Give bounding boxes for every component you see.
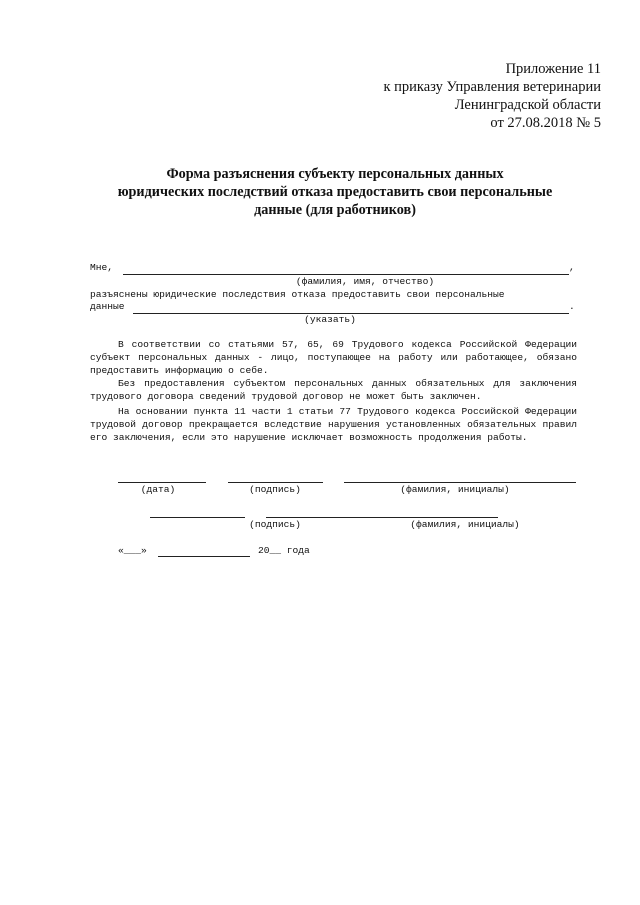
explained-text: разъяснены юридические последствия отказа предоставить свои персональные bbox=[90, 289, 505, 300]
name-hint-2: (фамилия, инициалы) bbox=[410, 519, 520, 530]
signature-hint: (подпись) bbox=[249, 484, 301, 495]
period: . bbox=[569, 301, 575, 312]
comma: , bbox=[569, 262, 575, 273]
data-label: данные bbox=[90, 301, 125, 312]
signature-hint-2: (подпись) bbox=[249, 519, 301, 530]
name-field-line[interactable] bbox=[344, 482, 576, 483]
annex-line-3: Ленинградской области bbox=[454, 97, 601, 113]
date-field-line[interactable] bbox=[118, 482, 206, 483]
date-day-quotes: «___» bbox=[118, 545, 147, 556]
fio-field-line[interactable] bbox=[123, 274, 569, 275]
fio-hint: (фамилия, имя, отчество) bbox=[295, 276, 435, 287]
date-hint: (дата) bbox=[140, 484, 176, 495]
name-hint: (фамилия, инициалы) bbox=[400, 484, 510, 495]
me-label: Мне, bbox=[90, 262, 114, 273]
title-line-1: Форма разъяснения субъекту персональных данных bbox=[166, 166, 504, 182]
annex-line-4: от 27.08.2018 № 5 bbox=[490, 115, 601, 131]
date-month-line[interactable] bbox=[158, 556, 250, 557]
title-line-2: юридических последствий отказа предоставить свои персональные bbox=[117, 184, 553, 200]
specify-hint: (указать) bbox=[304, 314, 356, 325]
title-line-3: данные (для работников) bbox=[254, 202, 416, 218]
date-year-text: 20__ года bbox=[258, 545, 310, 556]
paragraph-3: На основании пункта 11 части 1 статьи 77 Трудового кодекса Российской Федерации трудовой договор прекращается вследствие нарушения установленных обязательных правил его заключения, если это нарушение исключает возможность продолжения работы. bbox=[90, 406, 577, 444]
document-title bbox=[90, 165, 580, 219]
paragraph-2: Без предоставления субъектом персональных данных обязательных для заключения трудового договора сведений трудовой договор не может быть заключен. bbox=[90, 378, 577, 403]
paragraph-1: В соответствии со статьями 57, 65, 69 Трудового кодекса Российской Федерации субъект персональных данных - лицо, поступающее на работу или работающее, обязано предоставить информацию о себе. bbox=[90, 339, 577, 377]
annex-header bbox=[383, 60, 601, 132]
name-field-line-2[interactable] bbox=[266, 517, 498, 518]
annex-line-1: Приложение 11 bbox=[505, 61, 601, 77]
signature-field-line[interactable] bbox=[228, 482, 323, 483]
annex-line-2: к приказу Управления ветеринарии bbox=[383, 79, 601, 95]
signature-field-line-2[interactable] bbox=[150, 517, 245, 518]
